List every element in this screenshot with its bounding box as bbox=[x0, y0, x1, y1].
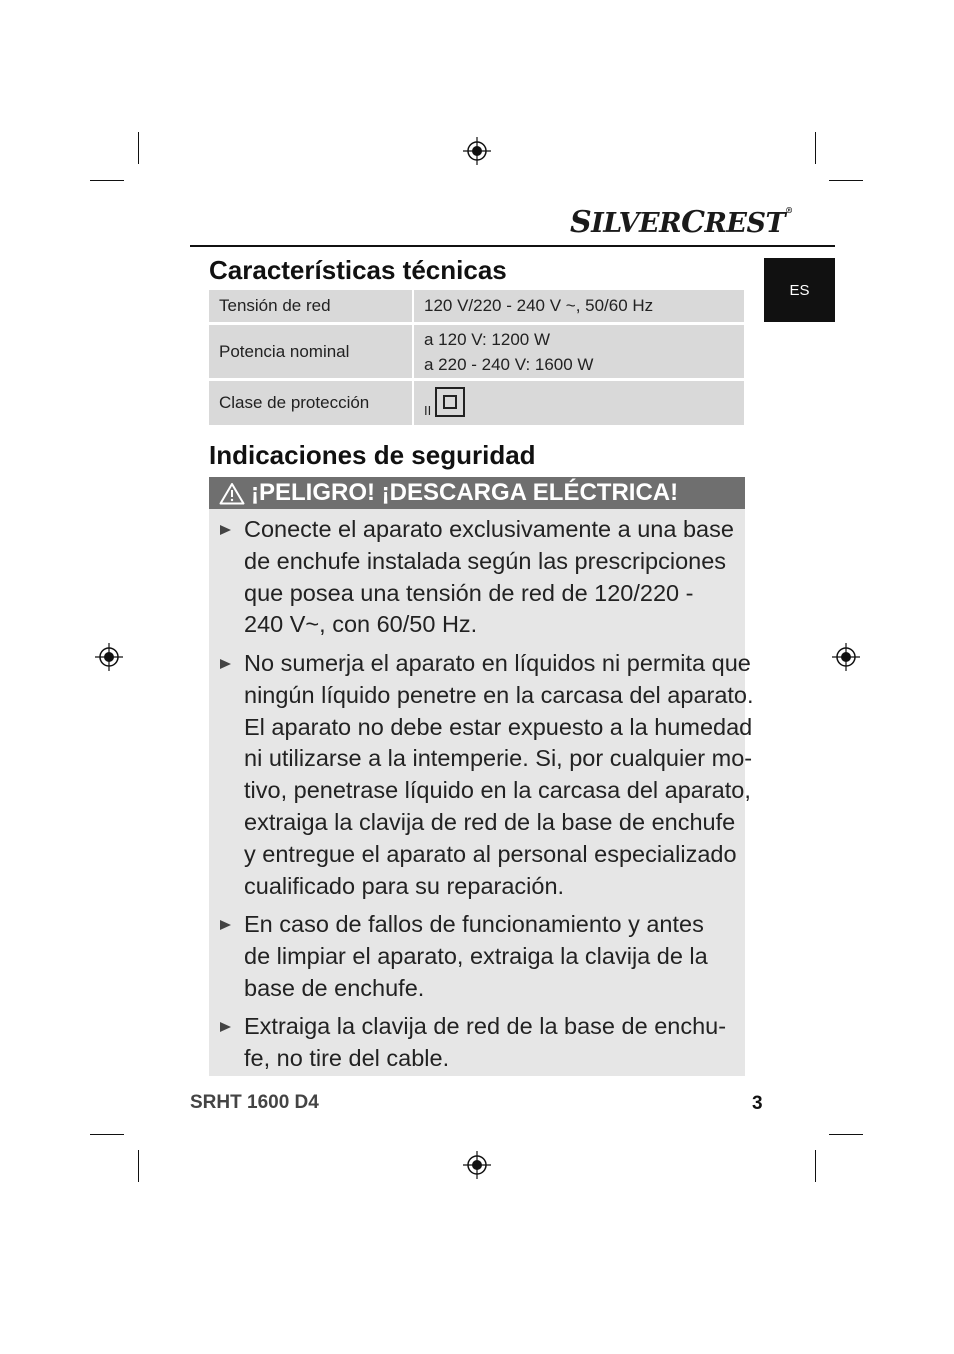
header-rule bbox=[190, 245, 835, 247]
list-item: En caso de fallos de funcionamiento y antes de limpiar el aparato, extraiga la clavija de la base de enchufe. bbox=[244, 911, 708, 1001]
spec-value bbox=[414, 381, 744, 428]
bullet-arrow-icon bbox=[220, 659, 231, 669]
page-number: 3 bbox=[752, 1093, 763, 1114]
list-item: No sumerja el aparato en líquidos ni permita que ningún líquido penetre en la carcasa del aparato. El aparato no debe estar expuesto a la humedad ni utilizarse a la intemperie. Si, por cualquier mo- tivo, penetrase líquido en la carcasa del aparato, extraiga la clavija de red de la base de enchufe y entregue el aparato al personal especializado cualificado para su reparación. bbox=[244, 650, 754, 899]
warning-title: ¡PELIGRO! ¡DESCARGA ELÉCTRICA! bbox=[251, 479, 679, 506]
crop-mark bbox=[815, 132, 816, 164]
spec-label: Potencia nominal bbox=[209, 325, 414, 381]
spec-value: 120 V/220 - 240 V ~, 50/60 Hz bbox=[414, 290, 744, 325]
list-item: Extraiga la clavija de red de la base de enchu- fe, no tire del cable. bbox=[244, 1013, 727, 1071]
crop-mark bbox=[138, 1150, 139, 1182]
bullet-arrow-icon bbox=[220, 1022, 231, 1032]
bullet-arrow-icon bbox=[220, 525, 231, 535]
warning-triangle-icon bbox=[219, 482, 245, 505]
spec-value-line: a 120 V: 1200 W bbox=[424, 329, 551, 349]
spec-value-line: a 220 - 240 V: 1600 W bbox=[424, 354, 594, 374]
spec-value bbox=[414, 325, 744, 381]
brand-logo: SILVERCREST® bbox=[570, 205, 793, 240]
crop-mark bbox=[138, 132, 139, 164]
registration-mark-icon bbox=[463, 1151, 491, 1179]
protection-class-text: II bbox=[424, 402, 432, 418]
warning-header bbox=[209, 477, 745, 509]
table-row bbox=[209, 325, 744, 381]
crop-mark bbox=[90, 180, 124, 181]
language-tab: ES bbox=[764, 258, 835, 322]
spec-label: Clase de protección bbox=[209, 381, 414, 428]
footer-model: SRHT 1600 D4 bbox=[190, 1092, 319, 1113]
crop-mark bbox=[90, 1134, 124, 1135]
bullet-arrow-icon bbox=[220, 920, 231, 930]
specs-table bbox=[209, 290, 744, 428]
safety-title: Indicaciones de seguridad bbox=[209, 440, 536, 470]
table-row bbox=[209, 290, 744, 325]
registration-mark-icon bbox=[832, 643, 860, 671]
registration-mark-icon bbox=[95, 643, 123, 671]
crop-mark bbox=[829, 1134, 863, 1135]
spec-label: Tensión de red bbox=[209, 290, 414, 325]
table-row bbox=[209, 381, 744, 428]
double-insulation-icon bbox=[435, 387, 465, 417]
crop-mark bbox=[815, 1150, 816, 1182]
registration-mark-icon bbox=[463, 137, 491, 165]
list-item: Conecte el aparato exclusivamente a una base de enchufe instalada según las prescripciones que posea una tensión de red de 120/220 - 240 V~, con 60/50 Hz. bbox=[244, 516, 734, 638]
specs-title: Características técnicas bbox=[209, 255, 507, 285]
crop-mark bbox=[829, 180, 863, 181]
